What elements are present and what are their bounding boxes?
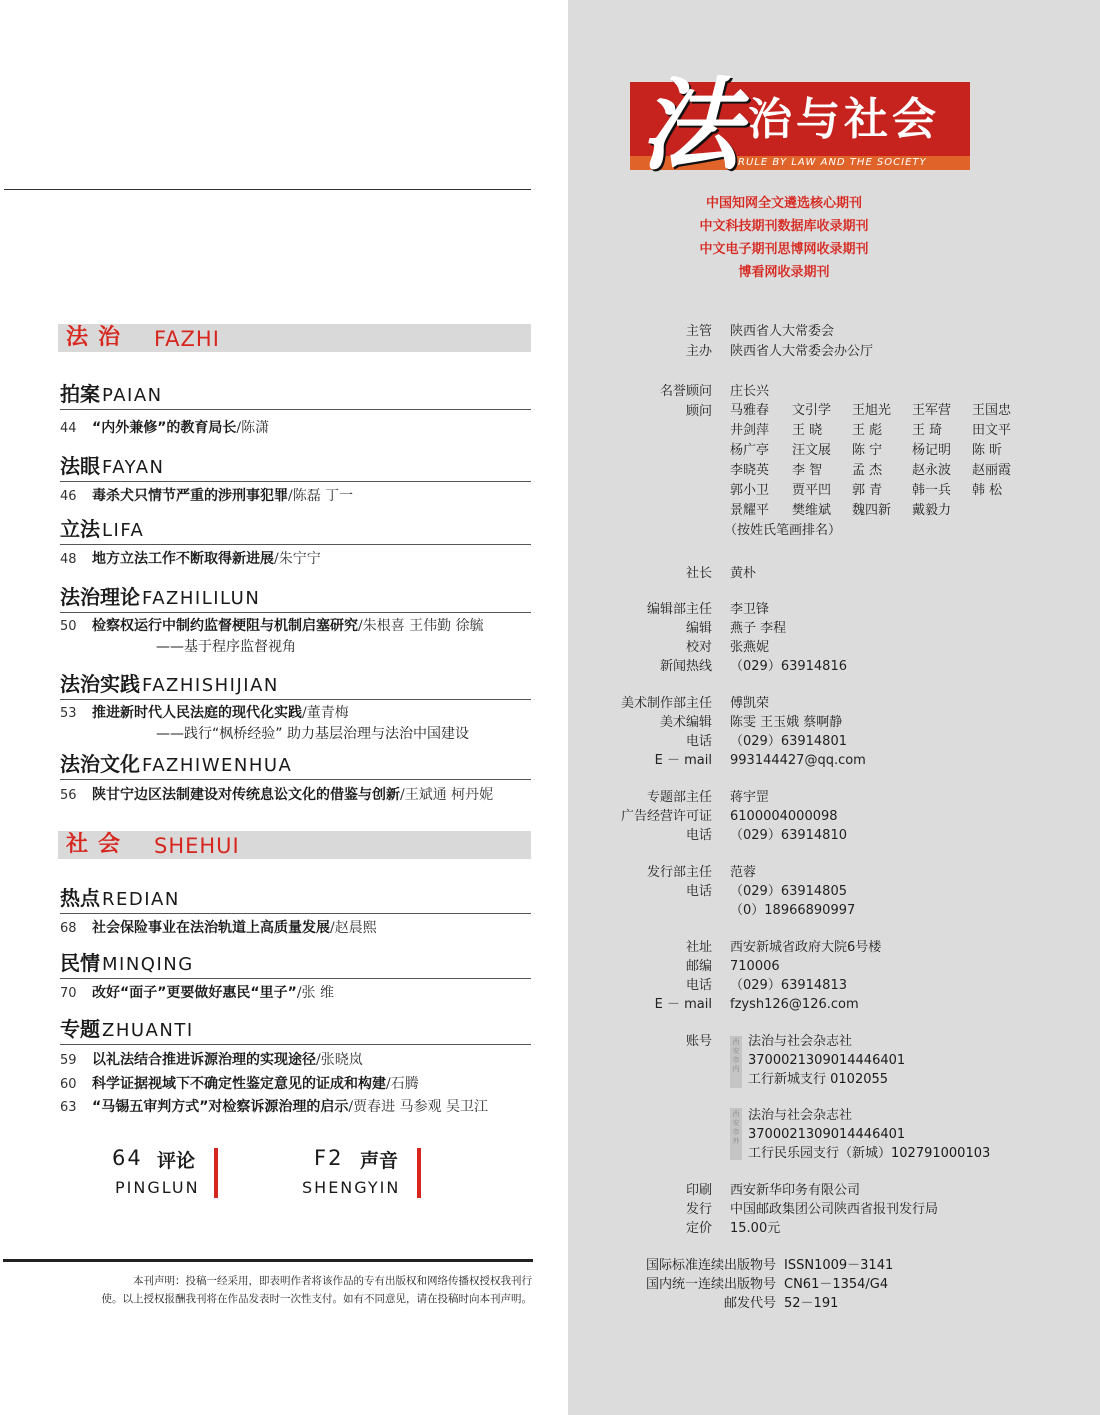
badge-line: 中国知网全文遴选核心期刊 [705, 196, 862, 211]
article-title: 科学证据视域下不确定性鉴定意见的证成和构建 [92, 1076, 386, 1092]
info-label: 电话 [685, 734, 712, 749]
article-subtitle: ——践行“枫桥经验” 助力基层治理与法治中国建设 [156, 726, 469, 742]
info-value: 范蓉 [730, 865, 757, 880]
info-value: （029）63914816 [730, 659, 847, 674]
info-label: 名誉顾问 [659, 384, 712, 399]
article-title: 以礼法结合推进诉源治理的实现途径 [92, 1052, 316, 1068]
advisor-name: 汪文展 [792, 443, 832, 458]
column-header-redian [60, 884, 531, 914]
badge-line: 中文电子期刊思博网收录期刊 [699, 242, 869, 257]
info-value: 993144427@qq.com [730, 753, 866, 768]
info-label: 广告经营许可证 [620, 809, 712, 824]
info-value: 西安新华印务有限公司 [730, 1183, 861, 1198]
advisor-name: 王军营 [912, 403, 952, 418]
section-title-pinyin: FAZHI [154, 327, 220, 351]
advisor-name: 韩一兵 [912, 483, 952, 498]
toc-entry[interactable] [60, 1074, 540, 1095]
info-label: E － mail [654, 997, 712, 1012]
column-title-pinyin: FAZHILILUN [142, 588, 261, 609]
info-value: 52－191 [784, 1296, 839, 1311]
advisor-name: 郭小卫 [730, 483, 770, 498]
info-label: 定价 [685, 1221, 712, 1236]
page-number: 48 [60, 552, 77, 567]
advisor-name: 景耀平 [730, 503, 770, 518]
advisor-name: 贾平凹 [792, 483, 832, 498]
info-value: 710006 [730, 959, 780, 974]
info-value: 蒋宇罡 [730, 790, 770, 805]
section-band-shehui [58, 831, 531, 859]
page-number: 56 [60, 788, 77, 803]
article-author: /董青梅 [302, 705, 349, 721]
article-author: /赵晨熙 [330, 920, 377, 936]
footer-section-pinyin: PINGLUN [115, 1178, 200, 1197]
info-value: （029）63914801 [730, 734, 847, 749]
article-author: /石腾 [386, 1076, 419, 1092]
logo-title: 治与社会 [748, 94, 940, 145]
column-title-pinyin: PAIAN [102, 385, 163, 406]
article-title: 地方立法工作不断取得新进展 [92, 551, 274, 567]
column-header-minqing [60, 949, 531, 979]
advisor-note: （按姓氏笔画排名） [724, 523, 842, 538]
advisor-name: 王旭光 [852, 403, 892, 418]
column-title-pinyin: FAZHISHIJIAN [142, 675, 279, 696]
advisor-name: 王 彪 [852, 423, 883, 438]
top-divider [4, 189, 531, 190]
logo-calligraphy-char: 法 [640, 66, 740, 184]
article-author: /陈潇 [236, 420, 270, 436]
advisor-name: 王国忠 [972, 403, 1012, 418]
page-number: 70 [60, 986, 77, 1001]
advisor-name: 陈 宁 [852, 443, 883, 458]
section-title-pinyin: SHEHUI [154, 834, 240, 858]
info-row [568, 564, 1100, 583]
info-row [568, 826, 1100, 845]
info-value: ISSN1009－3141 [784, 1258, 894, 1273]
info-row [568, 402, 1100, 421]
column-title-cn: 法眼 [60, 454, 100, 478]
advisor-name: 樊维斌 [792, 503, 832, 518]
column-title-pinyin: FAZHIWENHUA [142, 755, 293, 776]
advisor-name: 王 琦 [912, 423, 943, 438]
info-label: 电话 [685, 978, 712, 993]
page-number: 68 [60, 921, 77, 936]
info-label: 邮发代号 [723, 1296, 776, 1311]
info-value: 西安新城省政府大院6号楼 [730, 940, 882, 955]
column-title-pinyin: REDIAN [102, 889, 180, 910]
account-region-tag: 西安市内 [730, 1036, 742, 1088]
column-header-fayan [60, 452, 531, 482]
footer-section-pinglun[interactable] [112, 1146, 222, 1198]
toc-entry[interactable] [60, 549, 540, 570]
info-row [568, 901, 1100, 920]
info-value: 中国邮政集团公司陕西省报刊发行局 [730, 1202, 939, 1217]
advisor-name: 戴毅力 [912, 503, 952, 518]
footer-section-shengyin[interactable] [302, 1146, 427, 1198]
article-title: “内外兼修”的教育局长 [92, 420, 237, 436]
advisor-name: 李 智 [792, 463, 823, 478]
info-row [568, 382, 1100, 401]
info-label: 邮编 [685, 959, 712, 974]
column-title-cn: 法治理论 [60, 585, 140, 609]
account-line: 3700021309014446401 [748, 1053, 906, 1068]
toc-entry[interactable] [60, 1097, 540, 1118]
page-number: 53 [60, 706, 77, 721]
article-title: 毒杀犬只情节严重的涉刑事犯罪 [92, 488, 288, 504]
notice-line: 使。以上授权报酬我刊将在作品发表时一次性支付。如有不同意见，请在投稿时向本刊声明。 [101, 1293, 532, 1305]
notice-line: 本刊声明：投稿一经采用，即表明作者将该作品的专有出版权和网络传播权授权我刊行 [133, 1275, 532, 1287]
article-title: 检察权运行中制约监督梗阻与机制启塞研究 [92, 618, 358, 634]
info-label: 发行部主任 [646, 865, 712, 880]
advisor-name: 韩 松 [972, 483, 1003, 498]
account-line: 法治与社会杂志社 [748, 1034, 853, 1049]
info-value: （029）63914810 [730, 828, 847, 843]
column-header-paian [60, 380, 531, 410]
info-label: 印刷 [685, 1183, 712, 1198]
account-line: 工行新城支行 0102055 [748, 1072, 889, 1087]
toc-entry[interactable] [60, 703, 540, 744]
info-value: fzysh126@126.com [730, 997, 859, 1012]
footer-section-page: F2 [314, 1146, 344, 1170]
copyright-notice [70, 1272, 532, 1308]
info-label: 电话 [685, 828, 712, 843]
page-number: 60 [60, 1077, 77, 1092]
section-title-cn: 法治 [66, 325, 131, 350]
column-title-cn: 专题 [60, 1017, 100, 1041]
info-row [568, 882, 1100, 901]
info-row [568, 1219, 1100, 1238]
info-label: 国内统一连续出版物号 [645, 1277, 776, 1292]
info-label: E － mail [654, 753, 712, 768]
section-band-fazhi [58, 324, 531, 352]
advisor-name: 杨广亭 [730, 443, 770, 458]
info-value: CN61－1354/G4 [784, 1277, 889, 1292]
toc-entry[interactable] [60, 486, 540, 507]
advisor-name: 魏四新 [852, 503, 892, 518]
advisor-name: 王 晓 [792, 423, 823, 438]
publication-row [568, 1256, 1100, 1275]
info-label: 社长 [685, 566, 712, 581]
info-row [568, 863, 1100, 882]
column-header-fazhililun [60, 583, 531, 613]
info-label: 专题部主任 [646, 790, 712, 805]
column-header-fazhishijian [60, 670, 531, 700]
advisor-name: 杨记明 [912, 443, 952, 458]
info-label: 发行 [685, 1202, 712, 1217]
indexing-badges [568, 192, 1000, 284]
column-title-cn: 法治实践 [60, 672, 140, 696]
info-label: 电话 [685, 884, 712, 899]
logo-english: RULE BY LAW AND THE SOCIETY [738, 157, 927, 168]
info-label: 美术制作部主任 [620, 696, 712, 711]
column-title-cn: 法治文化 [60, 752, 140, 776]
article-author: /陈磊 丁一 [288, 488, 354, 504]
article-title: 陕甘宁边区法制建设对传统息讼文化的借鉴与创新 [92, 787, 400, 803]
column-header-zhuanti [60, 1015, 531, 1045]
info-row [568, 1200, 1100, 1219]
footer-section-title: 评论 [157, 1150, 196, 1172]
info-row [568, 1181, 1100, 1200]
page-number: 59 [60, 1053, 77, 1068]
info-row [568, 713, 1100, 732]
column-title-pinyin: LIFA [102, 520, 145, 541]
info-value: （0）18966890997 [730, 903, 856, 918]
info-row [568, 938, 1100, 957]
info-label: 账号 [685, 1034, 712, 1049]
article-author: /张 维 [296, 985, 334, 1001]
page-number: 44 [60, 421, 77, 436]
article-title: “马锡五审判方式”对检察诉源治理的启示 [92, 1099, 349, 1115]
info-value: 陕西省人大常委会 [730, 324, 835, 339]
info-label: 新闻热线 [659, 659, 712, 674]
toc-entry[interactable] [60, 918, 540, 939]
section-title-cn: 社会 [66, 832, 131, 857]
advisor-name: 赵永波 [912, 463, 952, 478]
info-row [568, 619, 1100, 638]
advisor-name: 井剑萍 [730, 423, 770, 438]
advisor-name: 陈 昕 [972, 443, 1003, 458]
toc-entry[interactable] [60, 418, 540, 439]
info-row [568, 751, 1100, 770]
info-row [568, 788, 1100, 807]
info-row [568, 957, 1100, 976]
footer-section-pinyin: SHENGYIN [302, 1178, 401, 1197]
info-row [568, 732, 1100, 751]
info-row [568, 322, 1100, 341]
advisor-name: 马雅春 [730, 403, 770, 418]
publication-row [568, 1294, 1100, 1313]
toc-entry[interactable] [60, 616, 540, 657]
info-label: 主办 [685, 344, 712, 359]
info-row [568, 600, 1100, 619]
article-title: 推进新时代人民法庭的现代化实践 [92, 705, 302, 721]
page-number: 50 [60, 619, 77, 634]
info-value: 15.00元 [730, 1221, 781, 1236]
toc-entry[interactable] [60, 785, 540, 806]
bottom-divider [3, 1259, 533, 1262]
info-value: 张燕妮 [730, 640, 770, 655]
info-value: 陈雯 王玉娥 蔡啊静 [730, 715, 843, 730]
column-title-cn: 热点 [60, 886, 100, 910]
column-title-pinyin: ZHUANTI [102, 1020, 194, 1041]
article-author: /张晓岚 [316, 1052, 363, 1068]
page-number: 63 [60, 1100, 77, 1115]
advisor-name: 李晓英 [730, 463, 770, 478]
info-label: 国际标准连续出版物号 [645, 1258, 776, 1273]
info-value: （029）63914805 [730, 884, 847, 899]
article-author: /贾春进 马参观 吴卫江 [348, 1099, 489, 1115]
info-row [568, 807, 1100, 826]
column-header-lifa [60, 515, 531, 545]
article-title: 社会保险事业在法治轨道上高质量发展 [92, 920, 330, 936]
article-author: /朱宁宁 [274, 551, 321, 567]
badge-line: 博看网收录期刊 [738, 265, 830, 280]
advisor-name: 郭 青 [852, 483, 883, 498]
info-value: 李卫锋 [730, 602, 770, 617]
article-author: /王斌通 柯丹妮 [400, 787, 494, 803]
info-value: 陕西省人大常委会办公厅 [730, 344, 874, 359]
column-title-cn: 民情 [60, 951, 100, 975]
info-value: 傅凯荣 [730, 696, 770, 711]
account-region-tag: 西安市外 [730, 1108, 742, 1160]
column-title-cn: 拍案 [60, 382, 100, 406]
badge-line: 中文科技期刊数据库收录期刊 [699, 219, 869, 234]
footer-section-title: 声音 [360, 1150, 399, 1172]
publication-row [568, 1275, 1100, 1294]
info-label: 社址 [685, 940, 712, 955]
info-row [568, 342, 1100, 361]
toc-entry[interactable] [60, 983, 540, 1004]
article-subtitle: ——基于程序监督视角 [156, 639, 296, 655]
column-title-cn: 立法 [60, 517, 100, 541]
info-label: 校对 [685, 640, 712, 655]
info-value: 燕子 李程 [730, 621, 787, 636]
info-label: 美术编辑 [659, 715, 712, 730]
info-row [568, 638, 1100, 657]
info-row [568, 657, 1100, 676]
account-line: 3700021309014446401 [748, 1127, 906, 1142]
advisor-name: 文引学 [792, 403, 832, 418]
advisor-name: 孟 杰 [852, 463, 883, 478]
article-author: /朱根喜 王伟勤 徐毓 [358, 618, 484, 634]
info-value: （029）63914813 [730, 978, 847, 993]
advisor-name: 田文平 [972, 423, 1012, 438]
info-value: 6100004000098 [730, 809, 838, 824]
toc-entry[interactable] [60, 1050, 540, 1071]
magazine-logo [630, 66, 970, 184]
advisor-name: 赵丽霞 [972, 463, 1012, 478]
account-line: 工行民乐园支行（新城）102791000103 [748, 1146, 991, 1161]
account-line: 法治与社会杂志社 [748, 1108, 853, 1123]
article-title: 改好“面子”更要做好惠民“里子” [92, 985, 297, 1001]
info-row [568, 694, 1100, 713]
info-label: 顾问 [685, 404, 712, 419]
column-header-fazhiwenhua [60, 750, 531, 780]
red-marker [214, 1148, 218, 1198]
info-value: 庄长兴 [730, 384, 770, 399]
column-title-pinyin: MINQING [102, 954, 194, 975]
page-number: 46 [60, 489, 77, 504]
footer-section-page: 64 [112, 1146, 143, 1170]
column-title-pinyin: FAYAN [102, 457, 165, 478]
red-marker [417, 1148, 421, 1198]
info-label: 编辑 [685, 621, 712, 636]
info-row [568, 995, 1100, 1014]
info-value: 黄朴 [730, 566, 757, 581]
info-row [568, 976, 1100, 995]
info-label: 主管 [685, 324, 712, 339]
info-label: 编辑部主任 [646, 602, 712, 617]
